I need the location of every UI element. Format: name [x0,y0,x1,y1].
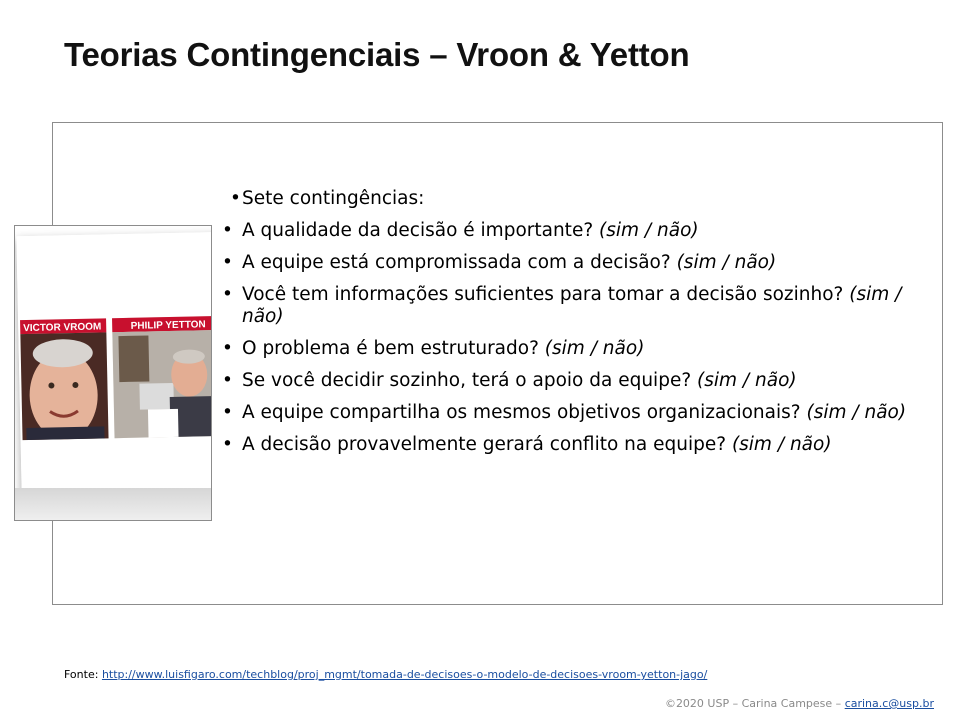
contingency-item: • A equipe compartilha os mesmos objetivos organizacionais? (sim / não) [242,402,922,424]
bullet-list [242,188,922,466]
photo-shadow [15,488,211,520]
right-photo-caption: PHILIP YETTON [130,319,206,332]
slide-title: Teorias Contingenciais – Vroon & Yetton [64,36,690,73]
source-link[interactable]: http://www.luisfigaro.com/techblog/proj_mgmt/tomada-de-decisoes-o-modelo-de-decisoes-vroom-yetton-jago/ [101,668,708,681]
source-footer [64,668,707,681]
portrait-illustration [16,232,212,496]
contingency-item: • Se você decidir sozinho, terá o apoio da equipe? (sim / não) [242,370,922,392]
contingency-item: • A equipe está compromissada com a decisão? (sim / não) [242,252,922,274]
email-link[interactable]: carina.c@usp.br [844,697,934,710]
copyright-footer [665,697,934,710]
contingency-item: • O problema é bem estruturado? (sim / não) [242,338,922,360]
contingency-item: • A decisão provavelmente gerará conflito na equipe? (sim / não) [242,434,922,456]
contingency-item: • A qualidade da decisão é importante? (sim / não) [242,220,922,242]
contingency-item: • Você tem informações suficientes para tomar a decisão sozinho? (sim / não) [242,284,922,328]
photo-frame [14,225,212,521]
contingency-list [242,220,922,456]
source-label: Fonte: [64,668,99,681]
left-photo-caption: VICTOR VROOM [23,321,102,335]
vroom-yetton-photo [16,232,212,496]
copyright-text: ©2020 USP – Carina Campese – [664,697,842,710]
contingencies-heading: • Sete contingências: [242,188,922,210]
